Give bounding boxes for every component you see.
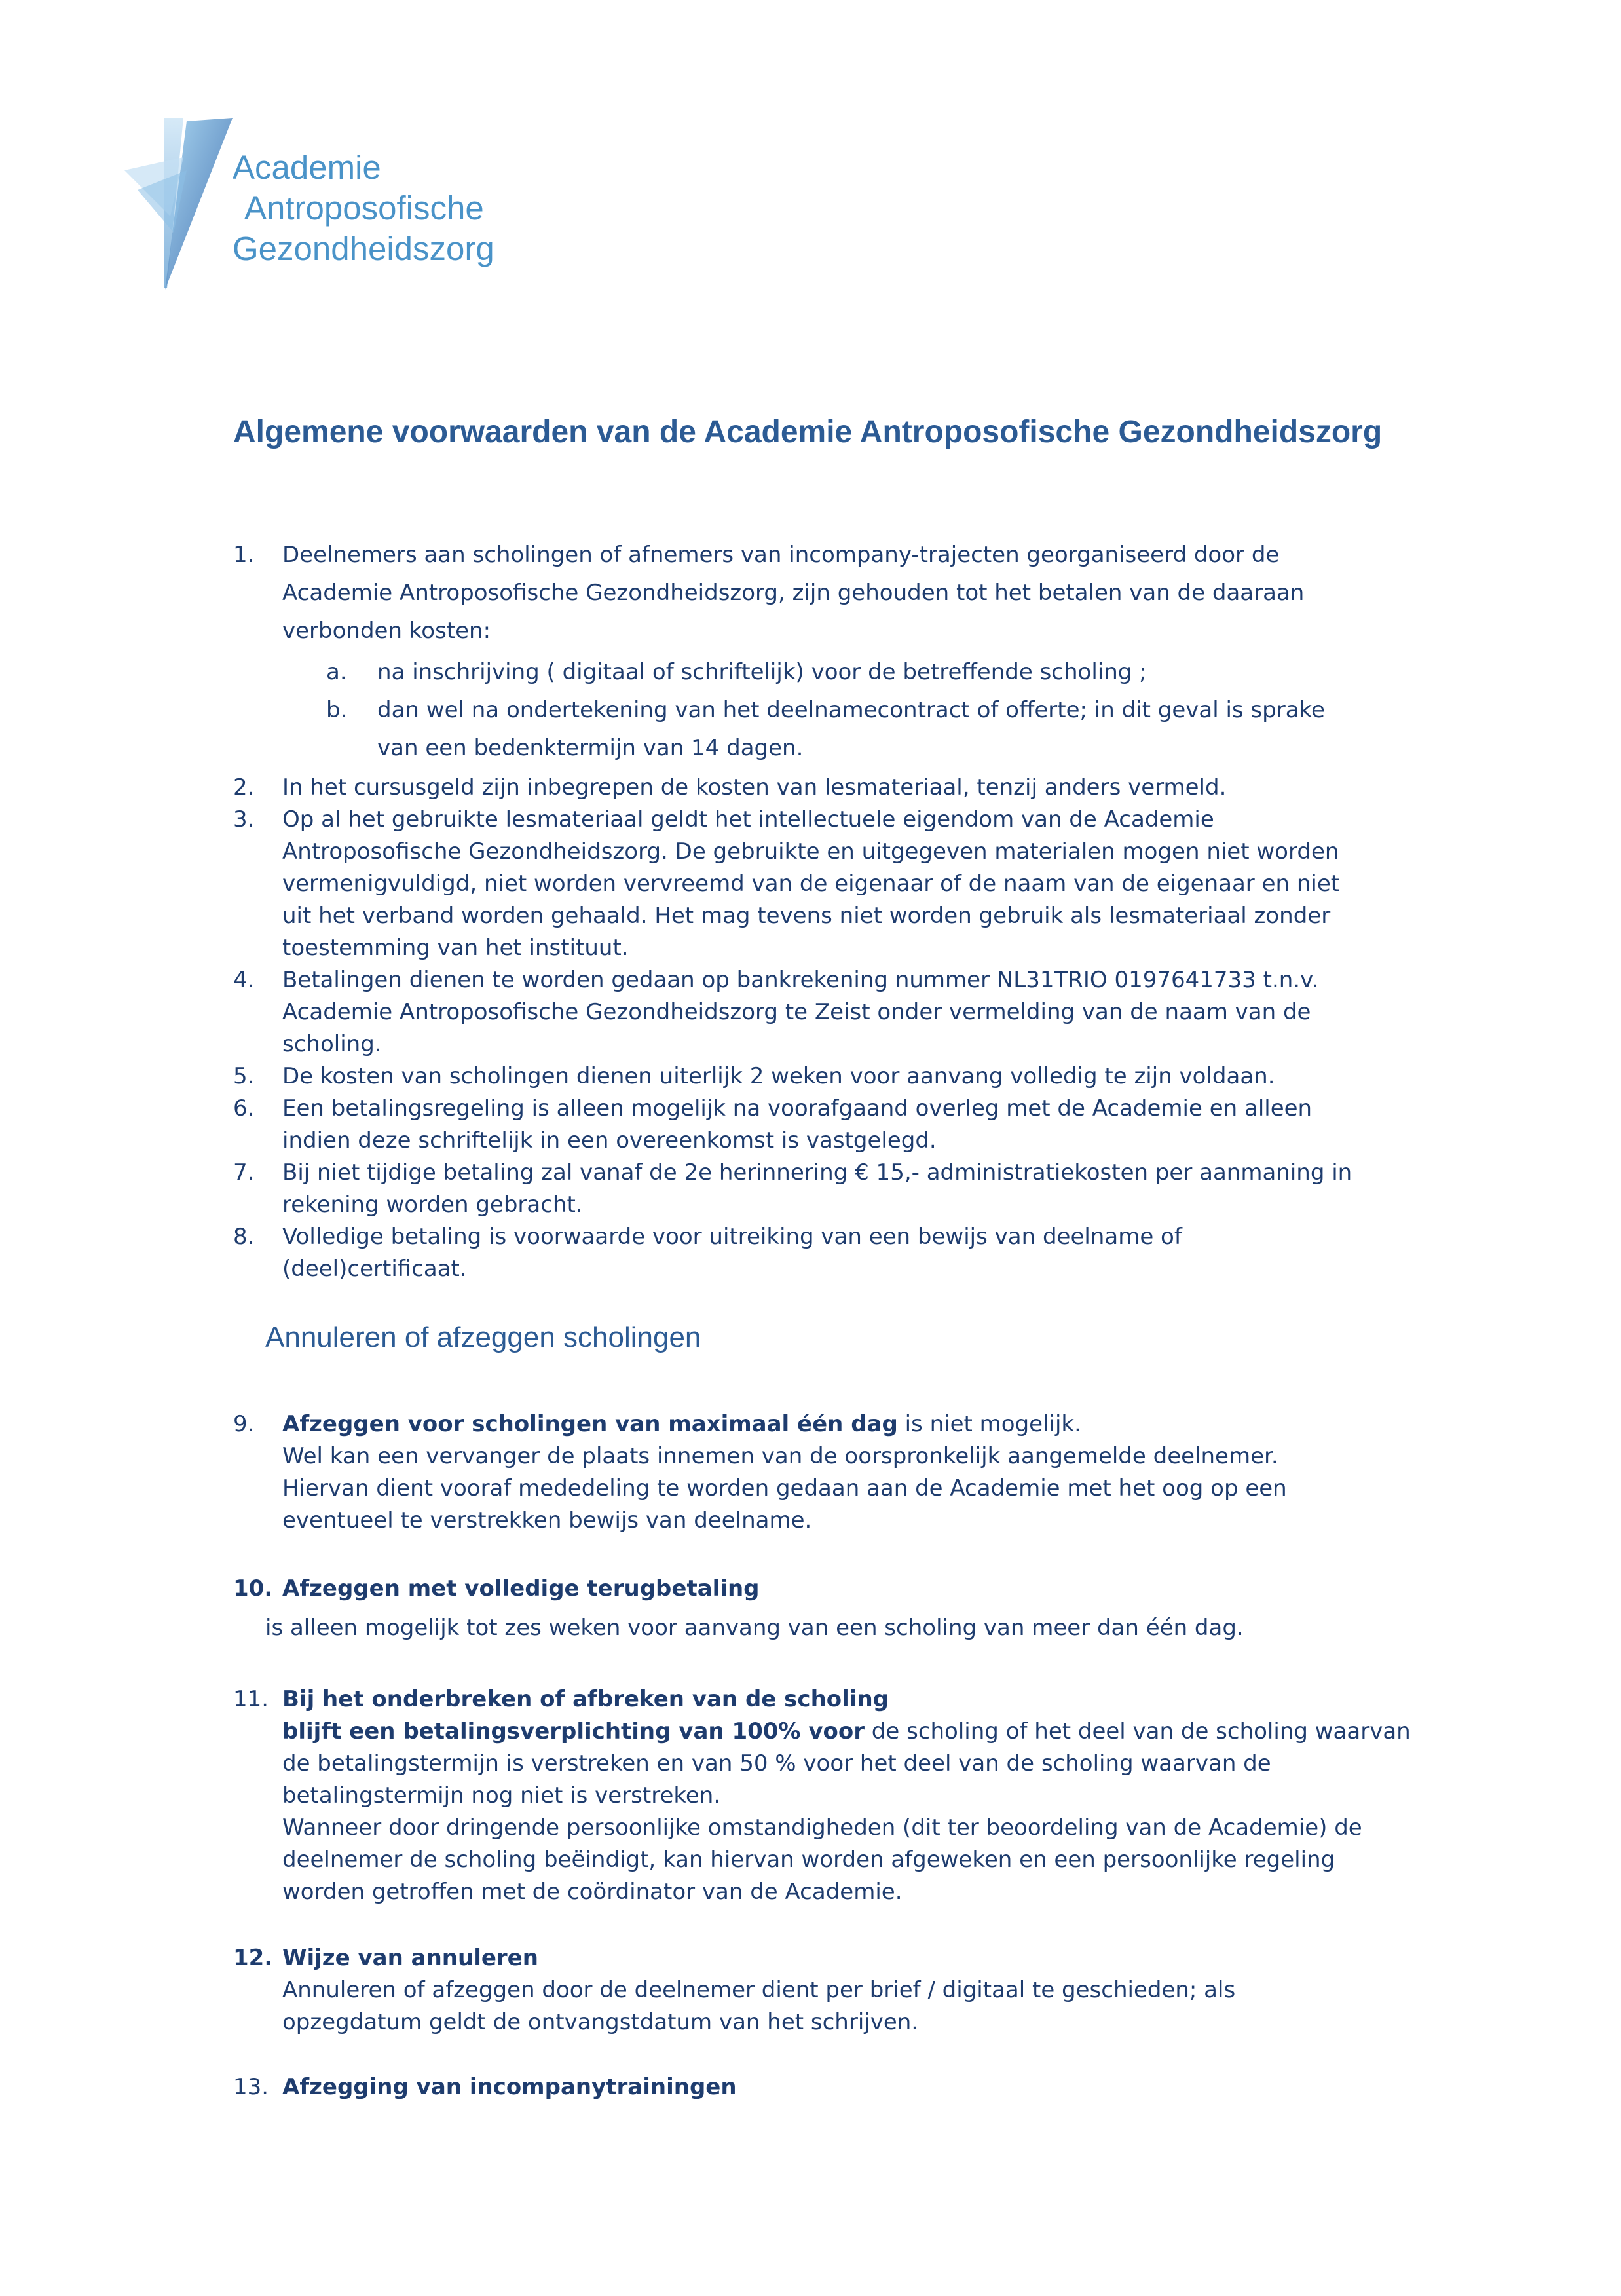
item-line: indien deze schriftelijk in een overeenkomst is vastgelegd. xyxy=(282,1127,937,1154)
item-number: 7. xyxy=(233,1159,255,1186)
academy-logo xyxy=(124,118,494,295)
item-number: 2. xyxy=(233,774,255,800)
item-line: Wel kan een vervanger de plaats innemen van de oorspronkelijk aangemelde deelnemer. xyxy=(282,1443,1278,1469)
item-bold-text: Afzegging van incompanytrainingen xyxy=(282,2074,737,2100)
item-line: de betalingstermijn is verstreken en van 50 % voor het deel van de scholing waarvan de xyxy=(282,1750,1271,1777)
item-line: Academie Antroposofische Gezondheidszorg, zijn gehouden tot het betalen van de daaraan xyxy=(282,580,1305,606)
item-line: rekening worden gebracht. xyxy=(282,1192,583,1218)
item-text: de scholing of het deel van de scholing waarvan xyxy=(864,1718,1411,1744)
item-line: De kosten van scholingen dienen uiterlijk 2 weken voor aanvang volledig te zijn voldaan. xyxy=(282,1063,1275,1089)
item-line xyxy=(282,1408,1287,1440)
item-line: Wanneer door dringende persoonlijke omstandigheden (dit ter beoordeling van de Academie) de xyxy=(282,1815,1362,1841)
page-title: Algemene voorwaarden van de Academie Antroposofische Gezondheidszorg xyxy=(233,415,1383,449)
item-number: 10. xyxy=(233,1575,273,1602)
item-line xyxy=(282,2071,737,2103)
logo-line-2: Antroposofische xyxy=(244,189,484,227)
sub-item-line: van een bedenktermijn van 14 dagen. xyxy=(377,735,804,761)
item-line: Academie Antroposofische Gezondheidszorg te Zeist onder vermelding van de naam van de xyxy=(282,999,1311,1025)
item-bold-text: Bij het onderbreken of afbreken van de scholing xyxy=(282,1686,889,1712)
item-line: betalingstermijn nog niet is verstreken. xyxy=(282,1782,721,1809)
item-line: deelnemer de scholing beëindigt, kan hiervan worden afgeweken en een persoonlijke regeling xyxy=(282,1847,1335,1873)
item-line xyxy=(282,1573,760,1605)
item-line: eventueel te verstrekken bewijs van deelname. xyxy=(282,1507,812,1534)
item-line: verbonden kosten: xyxy=(282,618,491,644)
sub-item-letter: a. xyxy=(326,659,347,685)
logo-wordmark xyxy=(233,147,494,269)
logo-mark-icon xyxy=(124,118,236,295)
item-line: Annuleren of afzeggen door de deelnemer dient per brief / digitaal te geschieden; als xyxy=(282,1977,1236,2003)
item-bold-text: blijft een betalingsverplichting van 100% voor xyxy=(282,1718,865,1744)
item-number: 3. xyxy=(233,806,255,833)
item-number: 11. xyxy=(233,1686,269,1712)
item-10-text: is alleen mogelijk tot zes weken voor aanvang van een scholing van meer dan één dag. xyxy=(265,1615,1244,1641)
item-line: Hiervan dient vooraf mededeling te worden gedaan aan de Academie met het oog op een xyxy=(282,1475,1287,1501)
item-line: Op al het gebruikte lesmateriaal geldt het intellectuele eigendom van de Academie xyxy=(282,806,1214,833)
item-number: 12. xyxy=(233,1945,273,1971)
sub-item-line: dan wel na ondertekening van het deelnamecontract of offerte; in dit geval is sprake xyxy=(377,697,1325,723)
item-line: In het cursusgeld zijn inbegrepen de kosten van lesmateriaal, tenzij anders vermeld. xyxy=(282,774,1227,800)
item-line: Een betalingsregeling is alleen mogelijk na voorafgaand overleg met de Academie en alleen xyxy=(282,1095,1313,1121)
item-line: uit het verband worden gehaald. Het mag tevens niet worden gebruik als lesmateriaal zonder xyxy=(282,903,1331,929)
item-line: Antroposofische Gezondheidszorg. De gebruikte en uitgegeven materialen mogen niet worden xyxy=(282,838,1339,865)
item-line: vermenigvuldigd, niet worden vervreemd van de eigenaar of de naam van de eigenaar en niet xyxy=(282,871,1340,897)
item-line: (deel)certificaat. xyxy=(282,1256,467,1282)
item-line: worden getroffen met de coördinator van de Academie. xyxy=(282,1879,903,1905)
item-number: 6. xyxy=(233,1095,255,1121)
item-bold-text: Afzeggen met volledige terugbetaling xyxy=(282,1575,760,1602)
logo-line-3: Gezondheidszorg xyxy=(233,230,494,267)
item-line: toestemming van het instituut. xyxy=(282,935,629,961)
item-number: 13. xyxy=(233,2074,269,2100)
item-line xyxy=(282,1684,1411,1716)
item-line: opzegdatum geldt de ontvangstdatum van het schrijven. xyxy=(282,2009,919,2035)
item-line xyxy=(282,1942,1235,1974)
item-number: 4. xyxy=(233,967,255,993)
item-bold-text: Afzeggen voor scholingen van maximaal één dag xyxy=(282,1411,898,1437)
item-line: Betalingen dienen te worden gedaan op bankrekening nummer NL31TRIO 0197641733 t.n.v. xyxy=(282,967,1319,993)
item-number: 8. xyxy=(233,1224,255,1250)
sub-item-letter: b. xyxy=(326,697,348,723)
item-line: Volledige betaling is voorwaarde voor uitreiking van een bewijs van deelname of xyxy=(282,1224,1182,1250)
logo-line-1: Academie xyxy=(233,149,381,186)
item-number: 9. xyxy=(233,1411,255,1437)
item-line: scholing. xyxy=(282,1031,382,1057)
item-number: 1. xyxy=(233,542,255,568)
sub-item-line: na inschrijving ( digitaal of schriftelijk) voor de betreffende scholing ; xyxy=(377,659,1147,685)
item-bold-text: Wijze van annuleren xyxy=(282,1945,538,1971)
section-heading: Annuleren of afzeggen scholingen xyxy=(265,1321,701,1353)
item-line: Bij niet tijdige betaling zal vanaf de 2e herinnering € 15,- administratiekosten per aanmaning in xyxy=(282,1159,1352,1186)
item-line xyxy=(282,1716,1411,1748)
item-number: 5. xyxy=(233,1063,255,1089)
item-line: Deelnemers aan scholingen of afnemers van incompany-trajecten georganiseerd door de xyxy=(282,542,1280,568)
item-text: is niet mogelijk. xyxy=(897,1411,1081,1437)
